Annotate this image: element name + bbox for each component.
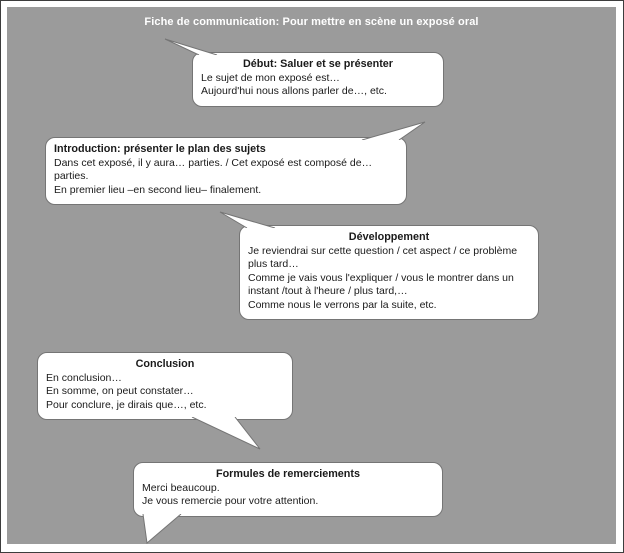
bubble-box bbox=[37, 352, 293, 420]
bubble-line: Aujourd'hui nous allons parler de…, etc. bbox=[201, 85, 387, 97]
bubble-line: Comme nous le verrons par la suite, etc. bbox=[248, 298, 437, 311]
bubble-line: En somme, on peut constater… bbox=[46, 385, 194, 397]
bubble-box bbox=[45, 137, 407, 205]
bubble-box bbox=[133, 462, 443, 517]
bubble-line: Dans cet exposé, il y aura… parties. / Cet exposé est composé de… parties. bbox=[54, 156, 373, 182]
bubble-line: Le sujet de mon exposé est… bbox=[201, 71, 340, 84]
bubble-line: Pour conclure, je dirais que…, etc. bbox=[46, 398, 207, 411]
bubble-title: Introduction: présenter le plan des sujets bbox=[54, 143, 266, 155]
bubble-tail-up-left-icon bbox=[213, 210, 283, 228]
bubble-tail-down-left-icon bbox=[137, 514, 197, 546]
bubble-title: Développement bbox=[348, 231, 430, 243]
bubble-line: En premier lieu –en second lieu– finalement. bbox=[54, 183, 262, 196]
bubble-box bbox=[192, 52, 444, 107]
bubble-box bbox=[239, 225, 539, 320]
speech-bubble-developpement bbox=[239, 225, 539, 320]
bubble-line: Comme je vais vous l'expliquer / vous le montrer dans un instant /tout à l'heure / plus tard,… bbox=[248, 271, 514, 297]
bubble-tail-up-left-icon bbox=[162, 37, 222, 55]
bubble-tail-up-right-icon bbox=[355, 120, 475, 140]
speech-bubble-conclusion bbox=[37, 352, 293, 420]
speech-bubble-debut bbox=[192, 52, 444, 107]
bubble-line: En conclusion… bbox=[46, 371, 122, 384]
bubble-line: Je reviendrai sur cette question / cet aspect / ce problème plus tard… bbox=[248, 244, 518, 270]
figure-title: Fiche de communication: Pour mettre en scène un exposé oral bbox=[144, 16, 479, 28]
speech-bubble-remerciements bbox=[133, 462, 443, 517]
bubble-title: Formules de remerciements bbox=[215, 468, 361, 480]
bubble-line: Merci beaucoup. bbox=[142, 481, 220, 494]
bubble-tail-down-right-icon bbox=[177, 417, 277, 451]
bubble-title: Début: Saluer et se présenter bbox=[242, 58, 393, 70]
bubble-line: Je vous remercie pour votre attention. bbox=[142, 495, 319, 507]
bubble-title: Conclusion bbox=[135, 358, 195, 370]
speech-bubble-introduction bbox=[45, 137, 407, 205]
figure-background bbox=[7, 7, 616, 544]
